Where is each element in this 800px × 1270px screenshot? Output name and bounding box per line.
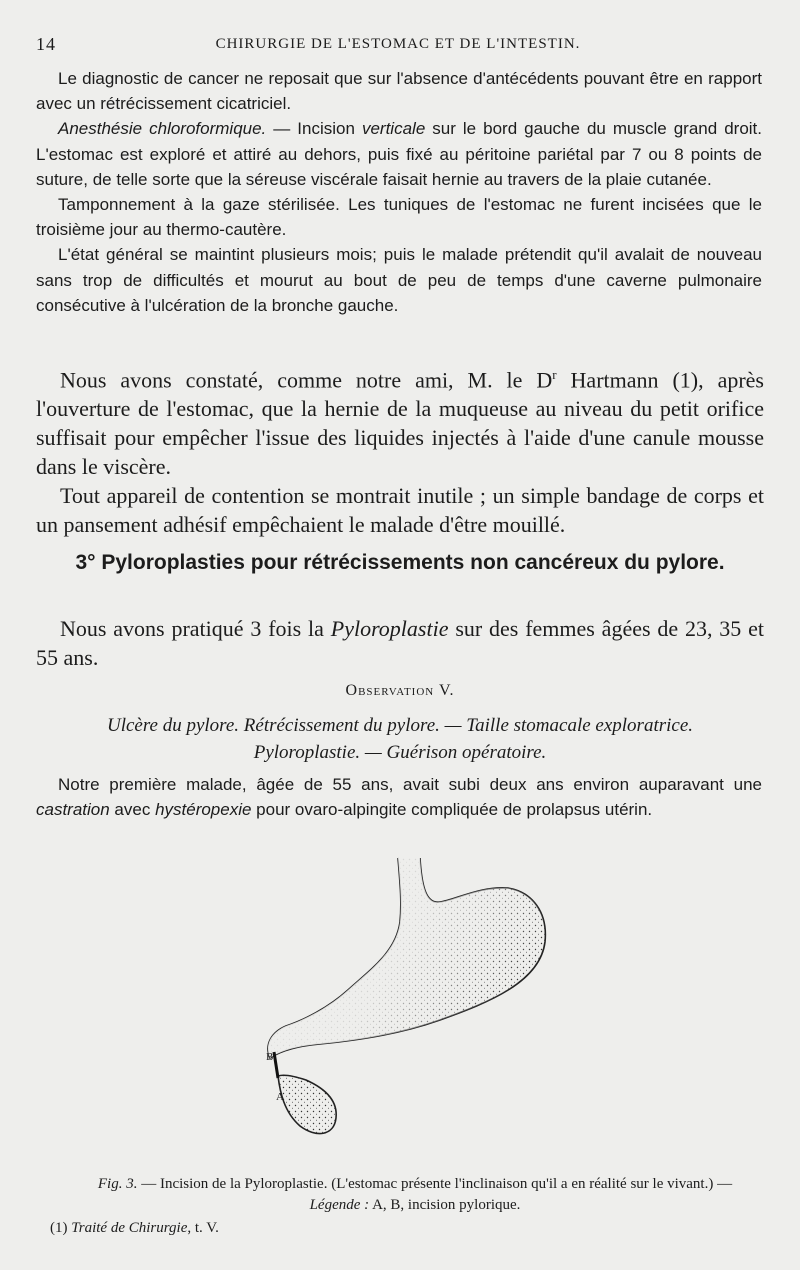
running-title: CHIRURGIE DE L'ESTOMAC ET DE L'INTESTIN.	[215, 36, 581, 52]
label-b: B	[266, 1051, 274, 1063]
pylorus-duodenum	[278, 1075, 336, 1133]
intro-block	[36, 614, 764, 672]
stomach-illustration	[240, 852, 560, 1162]
paragraph: Anesthésie chloroformique. — Incision verticale sur le bord gauche du muscle grand droit. L'estomac est exploré et attiré au dehors, puis fixé au péritoine pariétal par 7 ou 8 points de suture, de telle sorte que la séreuse viscérale faisait hernie au travers de la plaie cutanée.	[36, 119, 763, 189]
paragraph: Tout appareil de contention se montrait inutile ; un simple bandage de corps et un pansement adhésif empêchaient le malade d'être mouillé.	[36, 483, 764, 538]
observation-title: Observation V.	[345, 682, 455, 699]
pyloric-incision-line	[274, 1052, 278, 1078]
paragraph: Nous avons pratiqué 3 fois la Pyloroplastie sur des femmes âgées de 23, 35 et 55 ans.	[36, 616, 765, 670]
page-number: 14	[36, 34, 56, 54]
observation-text	[36, 772, 762, 822]
case-report-block	[36, 66, 762, 318]
stomach-figure	[240, 852, 560, 1162]
paragraph: Tamponnement à la gaze stérilisée. Les tuniques de l'estomac ne furent incisées que le troisième jour au thermo-cautère.	[36, 195, 762, 240]
label-a: A	[276, 1091, 284, 1103]
stomach-outline	[268, 858, 545, 1058]
paragraph: Notre première malade, âgée de 55 ans, avait subi deux ans environ auparavant une castration avec hystéropexie pour ovaro-alpingite compliquée de prolapsus utérin.	[36, 775, 762, 820]
commentary-block	[36, 360, 764, 539]
footnote: (1) Traité de Chirurgie, t. V.	[50, 1220, 219, 1236]
figure-caption: Fig. 3. — Incision de la Pyloroplastie. (L'estomac présente l'inclinaison qu'il a en réalité sur le vivant.) — Légende : A, B, incision pylorique.	[97, 1176, 733, 1213]
observation-subtitle: Ulcère du pylore. Rétrécissement du pylore. — Taille stomacale exploratrice. Pyloroplastie. — Guérison opératoire.	[106, 715, 694, 763]
paragraph: L'état général se maintint plusieurs mois; puis le malade prétendit qu'il avalait de nouveau sans trop de difficultés et mourut au bout de peu de temps d'une caverne pulmonaire consécutive à l'ulcération de la bronche gauche.	[36, 245, 762, 315]
paragraph: Le diagnostic de cancer ne reposait que sur l'absence d'antécédents pouvant être en rapport avec un rétrécissement cicatriciel.	[36, 69, 762, 114]
paragraph: Nous avons constaté, comme notre ami, M. le $D^r$ Hartmann (1), après l'ouverture de l'estomac, que la hernie de la muqueuse au niveau du petit orifice suffisait pour empêcher l'issue des liquides injectés à l'aide d'une canule mousse dans le viscère.	[36, 367, 764, 480]
page-header	[36, 34, 760, 56]
section-heading: 3° Pyloroplasties pour rétrécissements non cancéreux du pylore.	[75, 551, 725, 574]
